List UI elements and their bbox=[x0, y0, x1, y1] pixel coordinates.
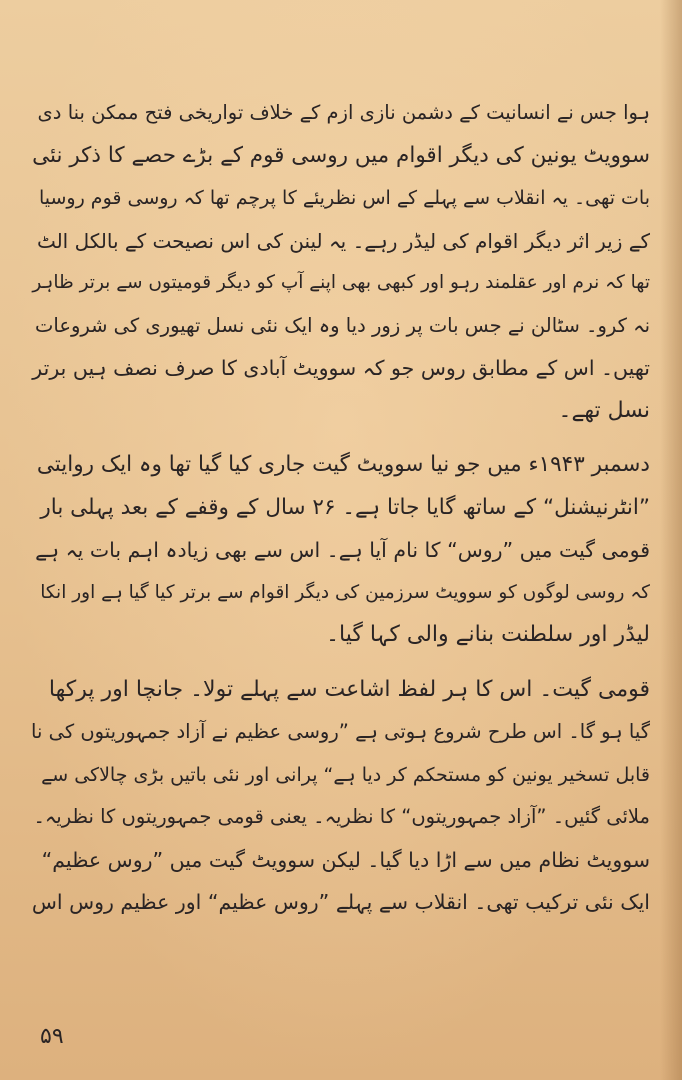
text-line: قومی گیت میں ”روس“ کا نام آیا ہے۔ اس سے بھی زیادہ اہم بات یہ ہے bbox=[35, 538, 650, 562]
text-line: تھیں۔ اس کے مطابق روس جو کہ سوویٹ آبادی کا صرف نصف ہیں برتر bbox=[32, 356, 650, 380]
paragraph-2 bbox=[28, 444, 650, 657]
text-line: نسل تھے۔ bbox=[558, 397, 650, 423]
page-edge-shadow bbox=[660, 0, 682, 1080]
paragraph-3 bbox=[28, 669, 650, 924]
paragraph-spacer bbox=[28, 657, 650, 669]
paragraph-spacer bbox=[28, 432, 650, 444]
text-line: نہ کرو۔ سٹالن نے جس بات پر زور دیا وہ ایک نئی نسل تھیوری کی شروعات bbox=[35, 313, 650, 337]
text-line: لیڈر اور سلطنت بنانے والی کہا گیا۔ bbox=[326, 622, 650, 647]
text-line: کہ روسی لوگوں کو سوویٹ سرزمین کی دیگر اقوام سے برتر کیا گیا ہے اور انکا bbox=[40, 581, 650, 603]
text-line: گیا ہو گا۔ اس طرح شروع ہوتی ہے ”روسی عظیم نے آزاد جمہوریتوں کی نا bbox=[31, 720, 650, 743]
text-line: ”انٹرنیشنل“ کے ساتھ گایا جاتا ہے۔ ۲۶ سال کے وقفے کے بعد پہلی بار bbox=[40, 494, 650, 520]
page-number: ۵۹ bbox=[40, 1024, 64, 1049]
text-line: قومی گیت۔ اس کا ہر لفظ اشاعت سے پہلے تولا۔ جانچا اور پرکھا bbox=[48, 676, 650, 702]
text-line: تھا کہ نرم اور عقلمند رہو اور کبھی بھی اپنے آپ کو دیگر قومیتوں سے برتر ظاہر bbox=[32, 272, 650, 293]
urdu-text-body bbox=[28, 92, 650, 924]
text-line: سوویٹ نظام میں سے اڑا دیا گیا۔ لیکن سوویٹ گیت میں ”روس عظیم“ bbox=[41, 847, 650, 872]
paragraph-1 bbox=[28, 92, 650, 432]
text-line: قابل تسخیر یونین کو مستحکم کر دیا ہے“ پرانی اور نئی باتیں بڑی چالاکی سے bbox=[41, 763, 650, 786]
text-line: ملائی گئیں۔ ”آزاد جمہوریتوں“ کا نظریہ۔ یعنی قومی جمہوریتوں کا نظریہ۔ bbox=[33, 805, 650, 828]
text-line: سوویٹ یونین کی دیگر اقوام میں روسی قوم کے بڑے حصے کا ذکر نئی bbox=[32, 142, 650, 168]
text-line: بات تھی۔ یہ انقلاب سے پہلے کے اس نظریئے کا پرچم تھا کہ روسی قوم روسیا bbox=[38, 187, 650, 209]
text-line: ہوا جس نے انسانیت کے دشمن نازی ازم کے خلاف تواریخی فتح ممکن بنا دی bbox=[37, 101, 650, 124]
text-line: دسمبر ۱۹۴۳ء میں جو نیا سوویٹ گیت جاری کیا گیا تھا وہ ایک روایتی bbox=[36, 452, 650, 477]
text-line: کے زیر اثر دیگر اقوام کی لیڈر رہے۔ یہ لینن کی اس نصیحت کے بالکل الٹ bbox=[36, 228, 650, 253]
text-line: ایک نئی ترکیب تھی۔ انقلاب سے پہلے ”روس عظیم“ اور عظیم روس اس bbox=[31, 890, 650, 914]
